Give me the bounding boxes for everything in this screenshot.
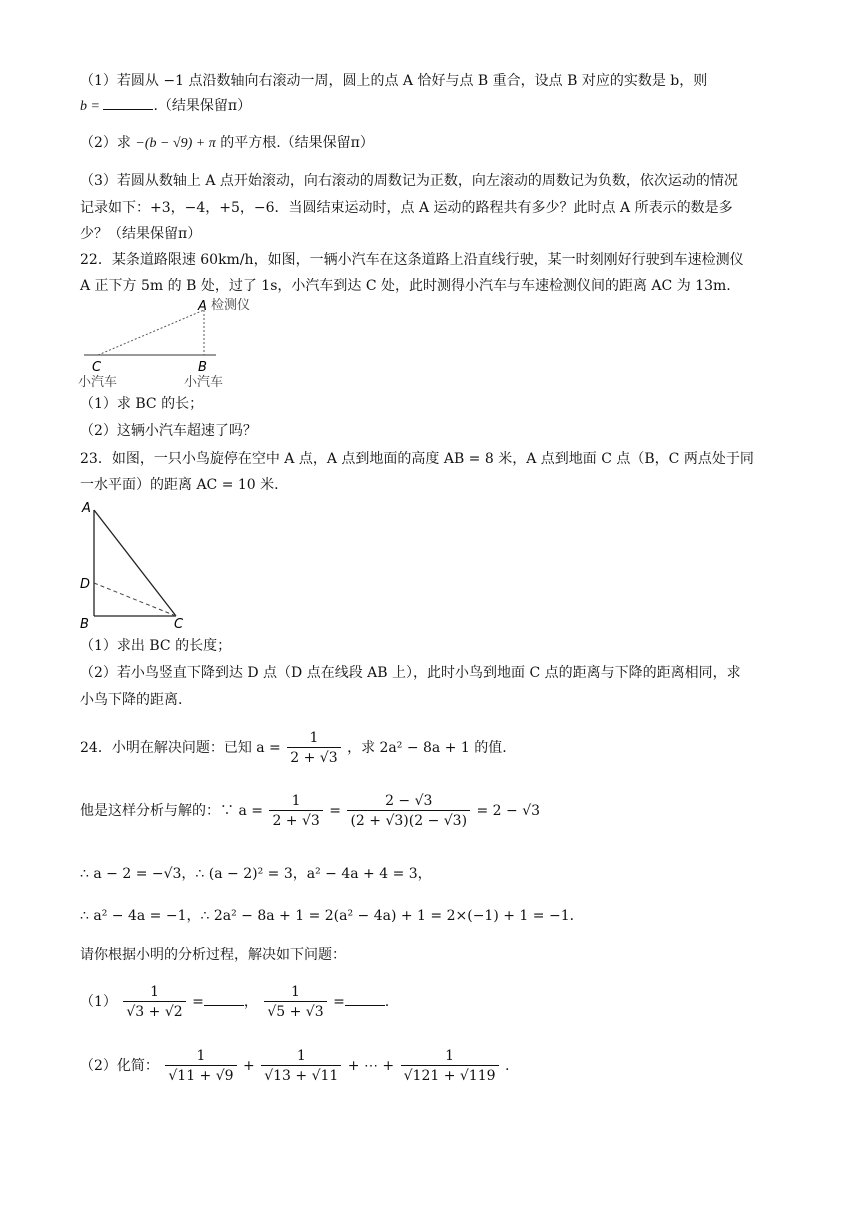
q24-step1: ∴ a − 2 = −√3，∴ (a − 2)² = 3，a² − 4a + 4 = 3，	[80, 866, 432, 882]
period: .	[504, 1058, 510, 1074]
q21-part1-line2	[80, 96, 251, 117]
q22-line1: 22．某条道路限速 60km/h，如图，一辆小汽车在这条道路上沿直线行驶，某一时刻刚好行驶到车速检测仪	[80, 252, 744, 268]
q24-intro-fraction	[287, 729, 340, 768]
q21-part2-expr: −(b − √9) + π	[135, 136, 216, 151]
q21-part3-line3: 少？（结果保留π）	[80, 226, 202, 242]
plus-sign: +	[243, 1058, 255, 1074]
equals-sign: =	[329, 803, 341, 819]
fraction-numerator: 1	[196, 1047, 206, 1064]
fraction-denominator: (2 + √3)(2 − √3)	[347, 810, 470, 831]
q21-part1-line1: （1）若圆从 −1 点沿数轴向右滚动一周，圆上的点 A 恰好与点 B 重合，设点 B 对应的实数是 b，则	[80, 73, 708, 89]
q23-line1: 23．如图，一只小鸟旋停在空中 A 点，A 点到地面的高度 AB = 8 米，A 点到地面 C 点（B，C 两点处于同	[80, 451, 754, 467]
fraction-denominator: √13 + √11	[261, 1065, 341, 1086]
q21-part2	[80, 133, 374, 154]
q22-label-car-B: 小汽车	[184, 375, 224, 388]
q24-part2-fraction-3	[401, 1047, 499, 1086]
fraction-denominator: 2 + √3	[269, 810, 322, 831]
q24-part2	[80, 1046, 509, 1086]
q23-sub2-line2: 小鸟下降的距离.	[80, 692, 183, 708]
q23-label-D: D	[80, 577, 91, 592]
q21-part3-line1: （3）若圆从数轴上 A 点开始滚动，向右滚动的周数记为正数，向左滚动的周数记为负数，依次运动的情况	[80, 173, 738, 189]
q22-label-A: A	[198, 299, 207, 314]
q24-request: 请你根据小明的分析过程，解决如下问题：	[80, 947, 346, 963]
q21-part3-line2: 记录如下：+3，−4，+5，−6．当圆结束运动时，点 A 运动的路程共有多少？此时点 A 所表示的数是多	[80, 200, 733, 216]
q24-part2-fraction-2	[261, 1047, 341, 1086]
q24-part2-label: （2）化简：	[80, 1058, 159, 1074]
q24-step2: ∴ a² − 4a = −1，∴ 2a² − 8a + 1 = 2(a² − 4a) + 1 = 2×(−1) + 1 = −1．	[80, 908, 584, 924]
q21-answer-blank[interactable]	[103, 109, 153, 110]
q24-analysis	[80, 791, 540, 831]
q24-part2-ellipsis: + ⋯ +	[347, 1058, 395, 1074]
q23-sub2-line1: （2）若小鸟竖直下降到达 D 点（D 点在线段 AB 上），此时小鸟到地面 C 点的距离与下降的距离相同，求	[80, 665, 741, 681]
q24-part1-fraction-2	[264, 983, 326, 1022]
q22-figure	[76, 296, 266, 388]
q23-label-B: B	[80, 617, 89, 630]
q24-analysis-result: = 2 − √3	[476, 803, 541, 819]
q23-sub1: （1）求出 BC 的长度；	[80, 638, 232, 654]
q21-part2-prefix: （2）求	[80, 135, 131, 151]
q22-sub2: （2）这辆小汽车超速了吗？	[80, 423, 257, 439]
comma: ，	[243, 994, 258, 1010]
q23-line2: 一水平面）的距离 AC = 10 米.	[80, 477, 279, 493]
equals-sign: =	[333, 994, 345, 1010]
fraction-numerator: 1	[296, 1047, 306, 1064]
fraction-denominator: √11 + √9	[165, 1065, 236, 1086]
fraction-numerator: 1	[445, 1047, 455, 1064]
q24-analysis-fraction-2	[347, 792, 470, 831]
q22-sub1: （1）求 BC 的长；	[80, 396, 204, 412]
q22-label-B: B	[198, 360, 207, 375]
q21-part1-suffix: .（结果保留π）	[153, 98, 252, 114]
q24-analysis-fraction-1	[269, 792, 322, 831]
q24-intro-suffix: ，求 2a² − 8a + 1 的值.	[347, 740, 507, 756]
q22-label-detector: 检测仪	[211, 298, 251, 313]
q24-intro	[80, 728, 507, 768]
q24-analysis-prefix: 他是这样分析与解的：∵ a =	[80, 803, 263, 819]
q24-part1	[80, 982, 389, 1022]
fraction-denominator: √5 + √3	[264, 1001, 326, 1022]
fraction-numerator: 1	[291, 983, 300, 1000]
q23-label-C: C	[174, 617, 184, 630]
fraction-numerator: 1	[150, 983, 159, 1000]
fraction-denominator: √121 + √119	[401, 1065, 499, 1086]
q24-part2-fraction-1	[165, 1047, 236, 1086]
q24-part1-label: （1）	[80, 994, 117, 1010]
q23-figure	[76, 498, 196, 630]
fraction-denominator: 2 + √3	[287, 747, 340, 768]
q23-label-A: A	[82, 501, 91, 516]
fraction-denominator: √3 + √2	[123, 1001, 185, 1022]
q22-label-car-C: 小汽车	[78, 375, 118, 388]
q21-part1-b-prefix: b =	[80, 99, 104, 114]
q22-line2: A 正下方 5m 的 B 处，过了 1s，小汽车到达 C 处，此时测得小汽车与车速检测仪间的距离 AC 为 13m.	[80, 278, 731, 294]
q24-part1-blank-2[interactable]	[345, 1005, 385, 1006]
fraction-numerator: 1	[309, 729, 319, 746]
q22-segment-AC	[98, 310, 204, 355]
equals-sign: =	[192, 994, 204, 1010]
q23-segment-AC	[94, 510, 176, 616]
fraction-numerator: 2 − √3	[385, 792, 433, 809]
q22-label-C: C	[92, 360, 102, 375]
fraction-numerator: 1	[291, 792, 301, 809]
q24-intro-prefix: 24．小明在解决问题：已知 a =	[80, 740, 281, 756]
period: .	[384, 994, 390, 1010]
q21-part2-suffix: 的平方根.（结果保留π）	[220, 135, 374, 151]
q24-part1-fraction-1	[123, 983, 185, 1022]
q24-part1-blank-1[interactable]	[204, 1005, 244, 1006]
